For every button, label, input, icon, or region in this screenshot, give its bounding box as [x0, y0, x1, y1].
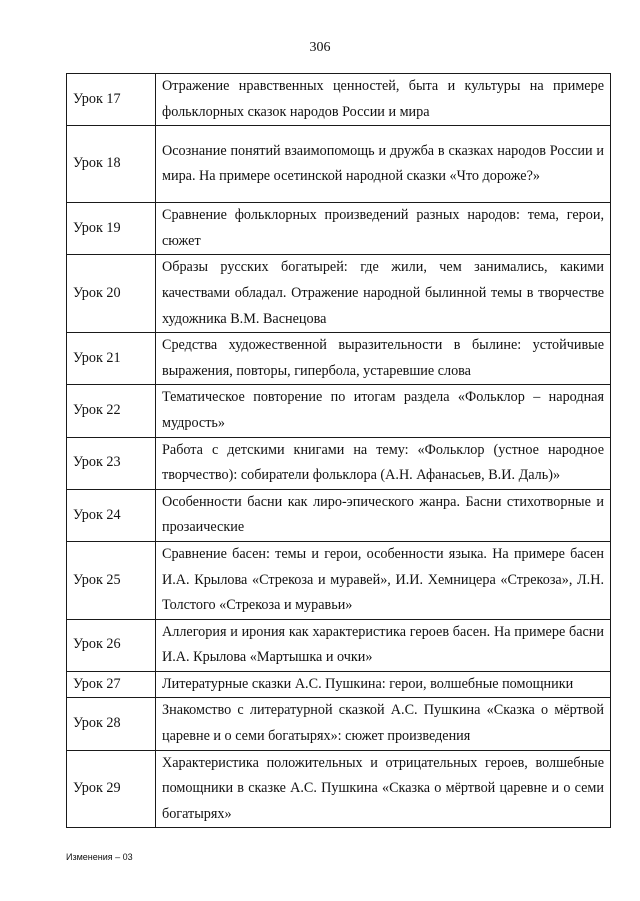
table-row	[67, 698, 611, 750]
table-row	[67, 489, 611, 541]
lesson-number: Урок 19	[67, 203, 156, 255]
lesson-topic: Средства художественной выразительности в былине: устойчивые выражения, повторы, гипербола, устаревшие слова	[156, 333, 611, 385]
table-row	[67, 333, 611, 385]
table-row	[67, 671, 611, 698]
lesson-topic: Отражение нравственных ценностей, быта и культуры на примере фольклорных сказок народов России и мира	[156, 74, 611, 126]
lesson-number: Урок 26	[67, 619, 156, 671]
lesson-topic: Характеристика положительных и отрицательных героев, волшебные помощники в сказке А.С. Пушкина «Сказка о мёртвой царевне и о семи богатырях»	[156, 750, 611, 828]
table-row	[67, 385, 611, 437]
lesson-number: Урок 23	[67, 437, 156, 489]
lesson-topic: Сравнение фольклорных произведений разных народов: тема, герои, сюжет	[156, 203, 611, 255]
lesson-topic: Особенности басни как лиро-эпического жанра. Басни стихотворные и прозаические	[156, 489, 611, 541]
lesson-topic: Аллегория и ирония как характеристика героев басен. На примере басни И.А. Крылова «Мартышка и очки»	[156, 619, 611, 671]
lesson-number: Урок 21	[67, 333, 156, 385]
lesson-number: Урок 20	[67, 255, 156, 333]
lesson-number: Урок 25	[67, 541, 156, 619]
table-row	[67, 255, 611, 333]
revision-footer: Изменения – 03	[66, 852, 133, 862]
table-row	[67, 74, 611, 126]
lesson-plan-table	[66, 73, 611, 828]
lesson-number: Урок 24	[67, 489, 156, 541]
table-row	[67, 541, 611, 619]
lesson-number: Урок 22	[67, 385, 156, 437]
table-row	[67, 126, 611, 203]
lesson-topic: Образы русских богатырей: где жили, чем занимались, какими качествами обладал. Отражение народной былинной темы в творчестве художника В.М. Васнецова	[156, 255, 611, 333]
lesson-number: Урок 27	[67, 671, 156, 698]
table-row	[67, 750, 611, 828]
lesson-number: Урок 17	[67, 74, 156, 126]
lesson-number: Урок 29	[67, 750, 156, 828]
table-row	[67, 619, 611, 671]
table-row	[67, 203, 611, 255]
table-row	[67, 437, 611, 489]
lesson-number: Урок 18	[67, 126, 156, 203]
page-number: 306	[309, 40, 331, 55]
lesson-topic: Сравнение басен: темы и герои, особенности языка. На примере басен И.А. Крылова «Стрекоза и муравей», И.И. Хемницера «Стрекоза», Л.Н. Толстого «Стрекоза и муравьи»	[156, 541, 611, 619]
lesson-topic: Литературные сказки А.С. Пушкина: герои, волшебные помощники	[156, 671, 611, 698]
lesson-topic: Знакомство с литературной сказкой А.С. Пушкина «Сказка о мёртвой царевне и о семи богатырях»: сюжет произведения	[156, 698, 611, 750]
lesson-topic: Тематическое повторение по итогам раздела «Фольклор – народная мудрость»	[156, 385, 611, 437]
lesson-topic: Работа с детскими книгами на тему: «Фольклор (устное народное творчество): собиратели фольклора (А.Н. Афанасьев, В.И. Даль)»	[156, 437, 611, 489]
lesson-number: Урок 28	[67, 698, 156, 750]
lesson-topic: Осознание понятий взаимопомощь и дружба в сказках народов России и мира. На примере осетинской народной сказки «Что дороже?»	[156, 126, 611, 203]
